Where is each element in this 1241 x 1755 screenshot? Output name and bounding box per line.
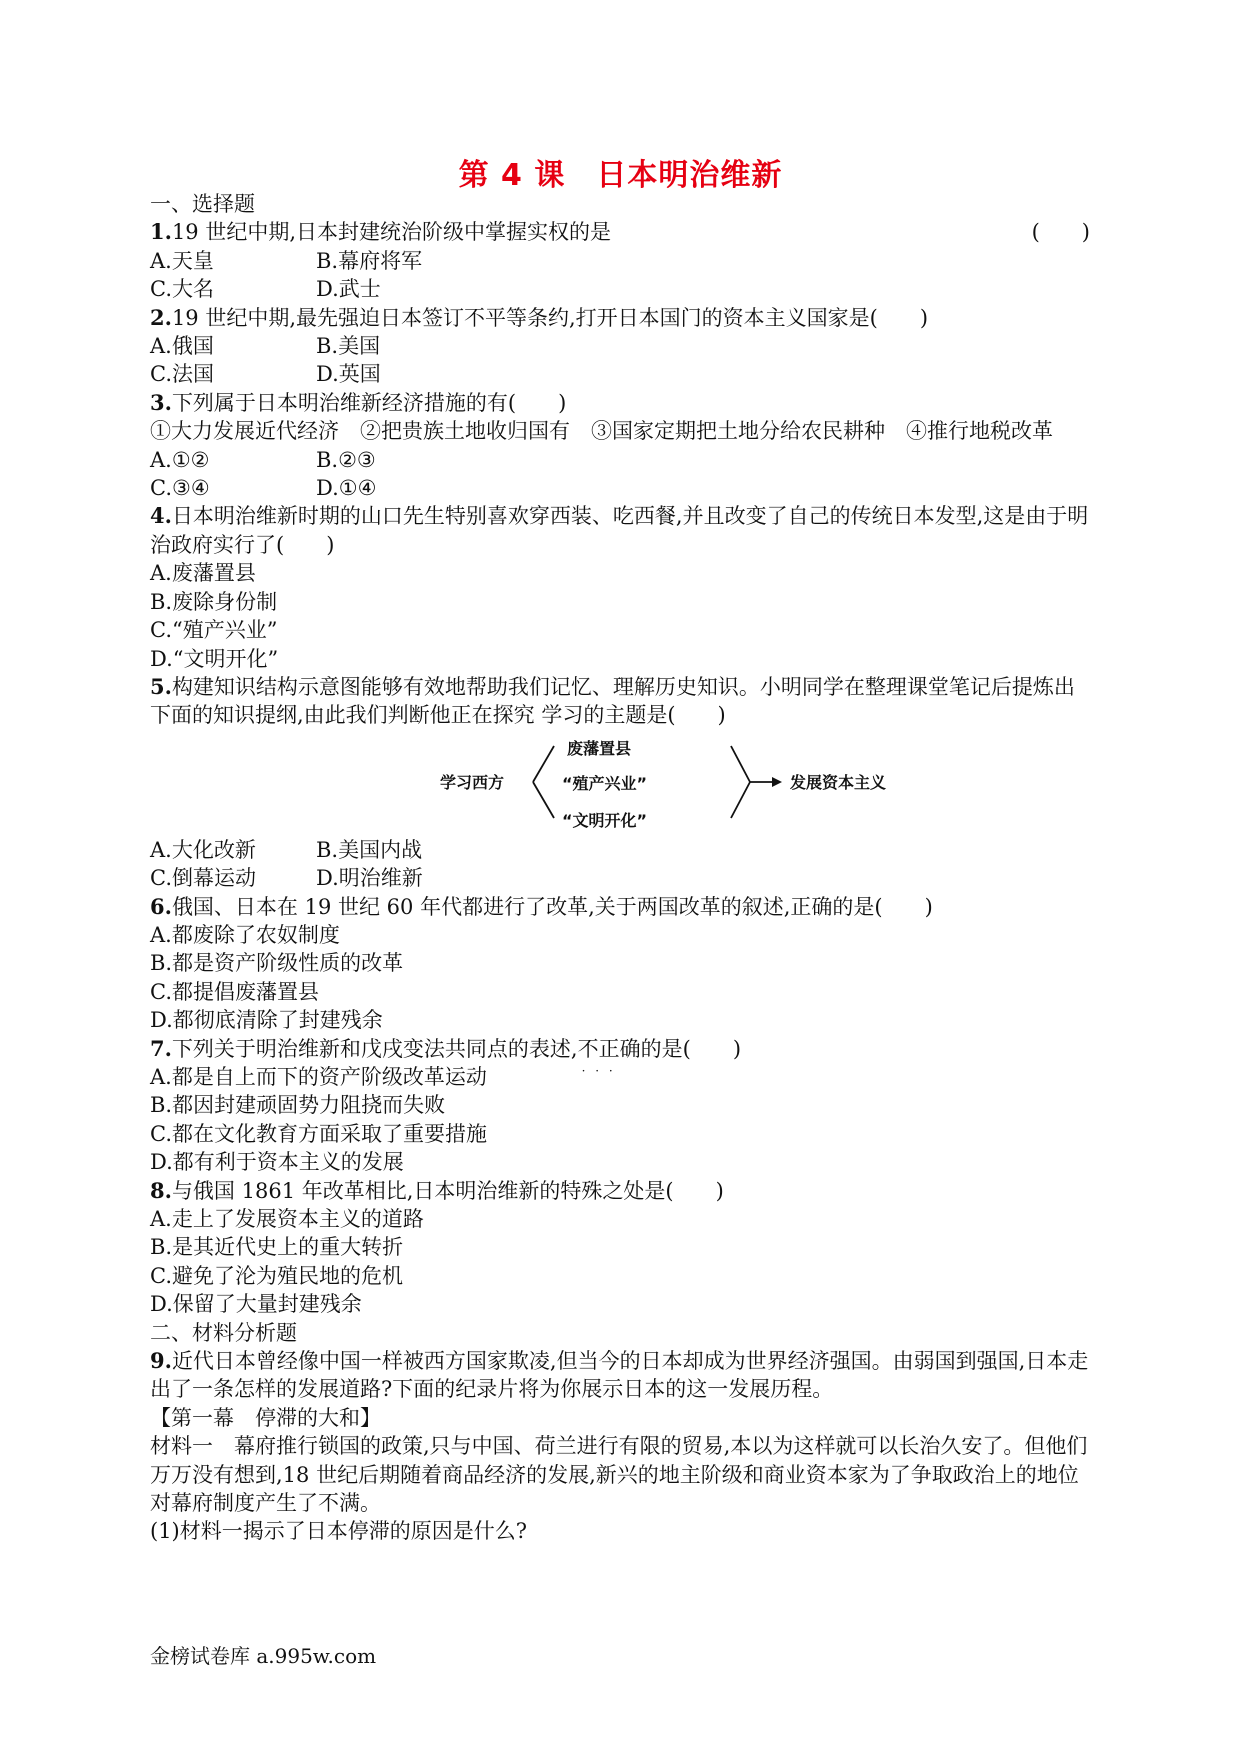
question-3 xyxy=(150,389,1090,417)
worksheet-body xyxy=(150,190,1090,1546)
options-row xyxy=(150,446,1090,474)
option: D.明治维新 xyxy=(316,866,423,891)
question-text: 俄国、日本在 19 世纪 60 年代都进行了改革,关于两国改革的叙述,正确的是( ) xyxy=(171,894,933,919)
page-title: 第 4 课 日本明治维新 xyxy=(458,158,783,193)
option: C.倒幕运动 xyxy=(150,866,256,891)
option: A.俄国 xyxy=(150,334,214,359)
option: C.法国 xyxy=(150,362,214,387)
question-text: 下列属于日本明治维新经济措施的有( ) xyxy=(171,390,567,415)
question-text: 19 世纪中期,日本封建统治阶级中掌握实权的是 xyxy=(171,220,612,245)
act-heading: 【第一幕 停滞的大和】 xyxy=(150,1405,381,1430)
option: A.大化改新 xyxy=(150,837,256,862)
section-heading: 一、选择题 xyxy=(150,192,255,216)
question-text: 与俄国 1861 年改革相比,日本明治维新的特殊之处是( ) xyxy=(171,1178,724,1203)
question-9 xyxy=(150,1347,1090,1404)
option: B.是其近代史上的重大转折 xyxy=(150,1235,404,1260)
options-row xyxy=(150,275,1090,303)
sub-question: (1)材料一揭示了日本停滞的原因是什么? xyxy=(150,1519,528,1544)
option: B.废除身份制 xyxy=(150,589,278,614)
diagram-top: 废藩置县 xyxy=(567,738,632,758)
option: C.“殖产兴业” xyxy=(150,618,278,643)
options-row xyxy=(150,864,1090,892)
question-number: 2. xyxy=(150,304,172,330)
diagram-left: 学习西方 xyxy=(440,772,505,792)
option: D.都有利于资本主义的发展 xyxy=(150,1150,404,1175)
option: D.武士 xyxy=(316,277,381,302)
option: B.都因封建顽固势力阻挠而失败 xyxy=(150,1093,446,1118)
question-text: 近代日本曾经像中国一样被西方国家欺凌,但当今的日本却成为世界经济强国。由弱国到强国,日本走出了一条怎样的发展道路?下面的纪录片将为你展示日本的这一发展历程。 xyxy=(150,1349,1089,1402)
option: D.保留了大量封建残余 xyxy=(150,1292,362,1317)
question-5 xyxy=(150,673,1090,730)
question-text: 的是( ) xyxy=(640,1036,742,1061)
options-row xyxy=(150,474,1090,502)
question-number: 3. xyxy=(150,389,172,415)
statement-items: ①大力发展近代经济 ②把贵族土地收归国有 ③国家定期把土地分给农民耕种 ④推行地税改革 xyxy=(150,419,1053,444)
options-row xyxy=(150,360,1090,388)
option: D.英国 xyxy=(316,362,381,387)
question-number: 8. xyxy=(150,1177,172,1203)
emphasis-text: 不正确 · · · xyxy=(578,1037,641,1061)
question-6 xyxy=(150,893,1090,921)
question-2 xyxy=(150,304,1090,332)
question-text: 下列关于明治维新和戊戌变法共同点的表述, xyxy=(171,1036,578,1061)
option: C.③④ xyxy=(150,476,210,501)
option: A.天皇 xyxy=(150,248,214,273)
option: B.②③ xyxy=(316,447,376,472)
question-text: 构建知识结构示意图能够有效地帮助我们记忆、理解历史知识。小明同学在整理课堂笔记后提炼出下面的知识提纲,由此我们判断他正在探究 学习的主题是( ) xyxy=(150,674,1075,728)
option: A.①② xyxy=(150,447,210,472)
section-heading: 二、材料分析题 xyxy=(150,1320,297,1345)
question-4 xyxy=(150,502,1090,559)
option: C.大名 xyxy=(150,277,214,302)
question-1 xyxy=(150,218,1090,246)
diagram-bottom: “文明开化” xyxy=(562,810,648,830)
option: B.都是资产阶级性质的改革 xyxy=(150,951,404,976)
option: B.美国内战 xyxy=(316,837,423,862)
option: B.幕府将军 xyxy=(316,248,423,273)
question-text: 日本明治维新时期的山口先生特别喜欢穿西装、吃西餐,并且改变了自己的传统日本发型,这是由于明治政府实行了( ) xyxy=(150,504,1089,557)
options-row xyxy=(150,836,1090,864)
answer-blank: ( ) xyxy=(1031,220,1090,245)
diagram-middle: “殖产兴业” xyxy=(562,773,648,793)
option: D.都彻底清除了封建残余 xyxy=(150,1008,383,1033)
knowledge-diagram xyxy=(150,732,1090,834)
option: B.美国 xyxy=(316,334,381,359)
options-row xyxy=(150,247,1090,275)
question-number: 6. xyxy=(150,893,172,919)
diagram-right: 发展资本主义 xyxy=(790,772,887,792)
footer-watermark: 金榜试卷库 a.995w.com xyxy=(150,1644,377,1668)
option: A.走上了发展资本主义的道路 xyxy=(150,1207,424,1231)
material-text: 材料一 幕府推行锁国的政策,只与中国、荷兰进行有限的贸易,本以为这样就可以长治久安了。但他们万万没有想到,18 世纪后期随着商品经济的发展,新兴的地主阶级和商业资本家为了争取政治上的地位对幕府制度产生了不满。 xyxy=(150,1434,1088,1516)
option: D.“文明开化” xyxy=(150,646,279,671)
question-number: 5. xyxy=(150,673,172,699)
option: A.废藩置县 xyxy=(150,561,256,586)
options-row xyxy=(150,332,1090,360)
question-8 xyxy=(150,1177,1090,1205)
option: A.都是自上而下的资产阶级改革运动 xyxy=(150,1064,487,1089)
option: D.①④ xyxy=(316,476,377,501)
option: A.都废除了农奴制度 xyxy=(150,922,340,947)
question-number: 9. xyxy=(150,1348,172,1374)
question-number: 1. xyxy=(150,219,172,245)
option: C.避免了沦为殖民地的危机 xyxy=(150,1263,403,1288)
question-7 xyxy=(150,1035,1090,1063)
option: C.都提倡废藩置县 xyxy=(150,979,319,1004)
question-number: 7. xyxy=(150,1035,172,1061)
question-number: 4. xyxy=(150,503,172,529)
option: C.都在文化教育方面采取了重要措施 xyxy=(150,1121,487,1146)
question-text: 19 世纪中期,最先强迫日本签订不平等条约,打开日本国门的资本主义国家是( ) xyxy=(171,305,929,330)
